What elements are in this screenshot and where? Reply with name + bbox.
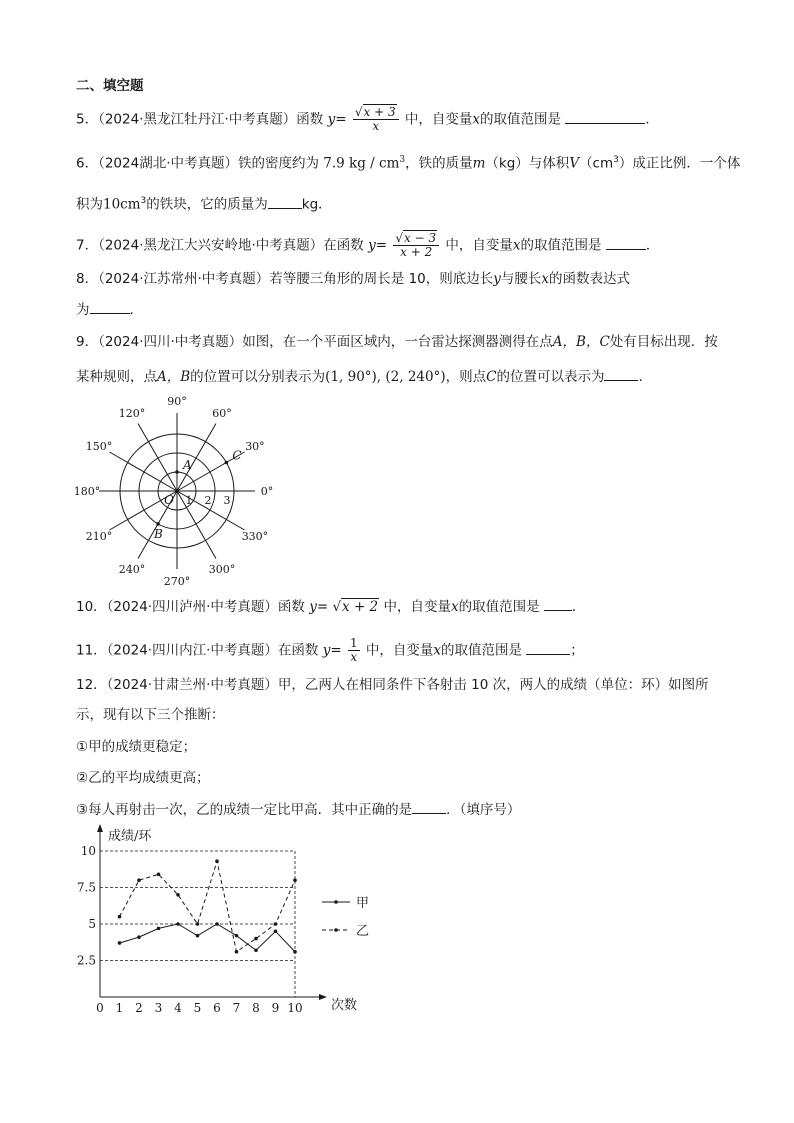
- section-title: 二、填空题: [76, 78, 144, 94]
- series-1-point: [235, 934, 239, 938]
- fraction: $\frac{1}{x}$: [349, 636, 358, 664]
- series-2-point: [176, 893, 180, 897]
- series-line-1: [120, 924, 296, 952]
- radar-diagram: [70, 396, 280, 586]
- point-label-A: A: [183, 458, 192, 472]
- question-7: 7．（2024·黑龙江大兴安岭地·中考真题）在函数 y= $\frac{√x - 3}{x + 2}$ 中，自变量x的取值范围是 ．: [76, 231, 660, 259]
- x-tick-label: 2: [135, 1001, 143, 1012]
- series-1-point: [293, 950, 297, 954]
- question-9: 9．（2024·四川·中考真题）如图，在一个平面区域内，一台雷达探测器测得在点A，B，C处有目标出现．按: [76, 334, 718, 350]
- statement-2: ②乙的平均成绩更高；: [76, 770, 210, 786]
- series-2-point: [196, 922, 200, 926]
- ring-label: 1: [185, 494, 193, 507]
- answer-blank[interactable]: [526, 640, 570, 655]
- ray-120: [138, 423, 177, 491]
- x-tick-label: 1: [115, 1001, 124, 1012]
- x-axis-arrow: [319, 994, 327, 1000]
- angle-label: 270°: [163, 575, 191, 586]
- question-12: 12．（2024·甘肃兰州·中考真题）甲，乙两人在相同条件下各射击 10 次，两人的成绩（单位：环）如图所: [76, 677, 709, 693]
- series-2-point: [274, 922, 278, 926]
- series-1-point: [274, 930, 278, 934]
- answer-blank[interactable]: [544, 596, 572, 611]
- x-tick-label: 9: [271, 1001, 280, 1012]
- series-2-point: [137, 878, 141, 882]
- question-6: 6．（2024湖北·中考真题）铁的密度约为 7.9 kg / $cm^3$，铁的质量m（kg）与体积$V(cm^3)$成正比例．一个体: [76, 155, 741, 172]
- question-5: 5．（2024·黑龙江牡丹江·中考真题）函数 y= $\frac{√x + 3}{x}$ 中，自变量x的取值范围是 ．: [76, 105, 659, 133]
- statement-1: ①甲的成绩更稳定；: [76, 739, 197, 755]
- answer-blank[interactable]: [604, 366, 638, 381]
- x-tick-label: 0: [96, 1001, 104, 1012]
- legend-label-2: 乙: [356, 924, 370, 939]
- ring-label: 2: [204, 494, 212, 507]
- series-1-point: [157, 927, 161, 931]
- fraction: $\frac{√x + 3}{x}$: [353, 106, 399, 133]
- series-1-point: [176, 922, 180, 926]
- point-B: [156, 522, 160, 526]
- x-tick-label: 8: [252, 1001, 260, 1012]
- y-tick-label: 7.5: [76, 880, 96, 895]
- point-label-C: C: [232, 448, 242, 463]
- series-1-point: [118, 941, 122, 945]
- angle-label: 150°: [85, 440, 113, 453]
- point-C: [225, 461, 229, 465]
- y-tick-label: 2.5: [76, 953, 96, 968]
- question-6-line2: 积为$10cm^3$的铁块，它的质量为 kg．: [76, 191, 332, 215]
- series-2-point: [254, 937, 258, 941]
- question-8-line2: 为 ．: [76, 299, 143, 320]
- answer-blank[interactable]: [268, 194, 302, 209]
- angle-label: 180°: [73, 485, 101, 498]
- y-axis-label: 成绩/环: [108, 829, 152, 844]
- question-10: 10．（2024·四川泸州·中考真题）函数 y= √x + 2 中，自变量x的取值范围是 ．: [76, 596, 585, 617]
- x-axis-label: 次数: [331, 998, 358, 1012]
- angle-label: 120°: [118, 407, 146, 421]
- series-2-point: [118, 915, 122, 919]
- ray-150: [109, 452, 177, 491]
- x-tick-label: 4: [174, 1001, 182, 1012]
- answer-blank[interactable]: [90, 299, 130, 314]
- legend-marker-2: [334, 928, 338, 932]
- series-1-point: [196, 934, 200, 938]
- angle-label: 0°: [260, 485, 274, 498]
- question-9-line2: 某种规则，点A，B的位置可以分别表示为(1, 90°), (2, 240°)，则点C的位置可以表示为 ．: [76, 366, 652, 387]
- y-axis-arrow: [97, 824, 103, 832]
- angle-label: 210°: [85, 530, 113, 543]
- series-2-point: [235, 950, 239, 954]
- answer-blank[interactable]: [606, 235, 646, 250]
- angle-label: 30°: [245, 440, 265, 453]
- point-label-B: B: [154, 526, 163, 541]
- question-11: 11．（2024·四川内江·中考真题）在函数 y= $\frac{1}{x}$ 中，自变量x的取值范围是 ；: [76, 636, 584, 664]
- angle-label: 90°: [167, 396, 187, 408]
- series-2-point: [157, 873, 161, 877]
- angle-label: 330°: [241, 530, 269, 543]
- origin-label: O: [164, 493, 174, 507]
- x-tick-label: 10: [287, 1001, 303, 1012]
- y-tick-label: 5: [88, 917, 96, 931]
- series-2-point: [215, 859, 219, 863]
- point-A: [175, 470, 179, 474]
- score-line-chart: [70, 822, 390, 1012]
- angle-label: 60°: [212, 407, 232, 421]
- x-tick-label: 6: [213, 1001, 221, 1012]
- fraction: $\frac{√x - 3}{x + 2}$: [393, 232, 439, 259]
- x-tick-label: 7: [232, 1001, 241, 1012]
- x-tick-label: 3: [154, 1001, 163, 1012]
- answer-blank[interactable]: [565, 109, 645, 124]
- ring-label: 3: [223, 494, 231, 507]
- answer-blank[interactable]: [412, 799, 446, 814]
- y-tick-label: 10: [80, 844, 96, 858]
- legend-label-1: 甲: [356, 896, 370, 911]
- series-1-point: [215, 922, 219, 926]
- legend-marker-1: [334, 900, 338, 904]
- angle-label: 240°: [118, 562, 146, 576]
- series-2-point: [293, 878, 297, 882]
- statement-3: ③每人再射击一次，乙的成绩一定比甲高．其中正确的是 ．（填序号）: [76, 799, 520, 820]
- angle-label: 300°: [208, 562, 236, 576]
- question-8: 8．（2024·江苏常州·中考真题）若等腰三角形的周长是 10，则底边长y与腰长x的函数表达式: [76, 271, 631, 287]
- series-1-point: [254, 948, 258, 952]
- question-12-line2: 示，现有以下三个推断：: [76, 707, 225, 723]
- x-tick-label: 5: [193, 1001, 202, 1012]
- series-1-point: [137, 935, 141, 939]
